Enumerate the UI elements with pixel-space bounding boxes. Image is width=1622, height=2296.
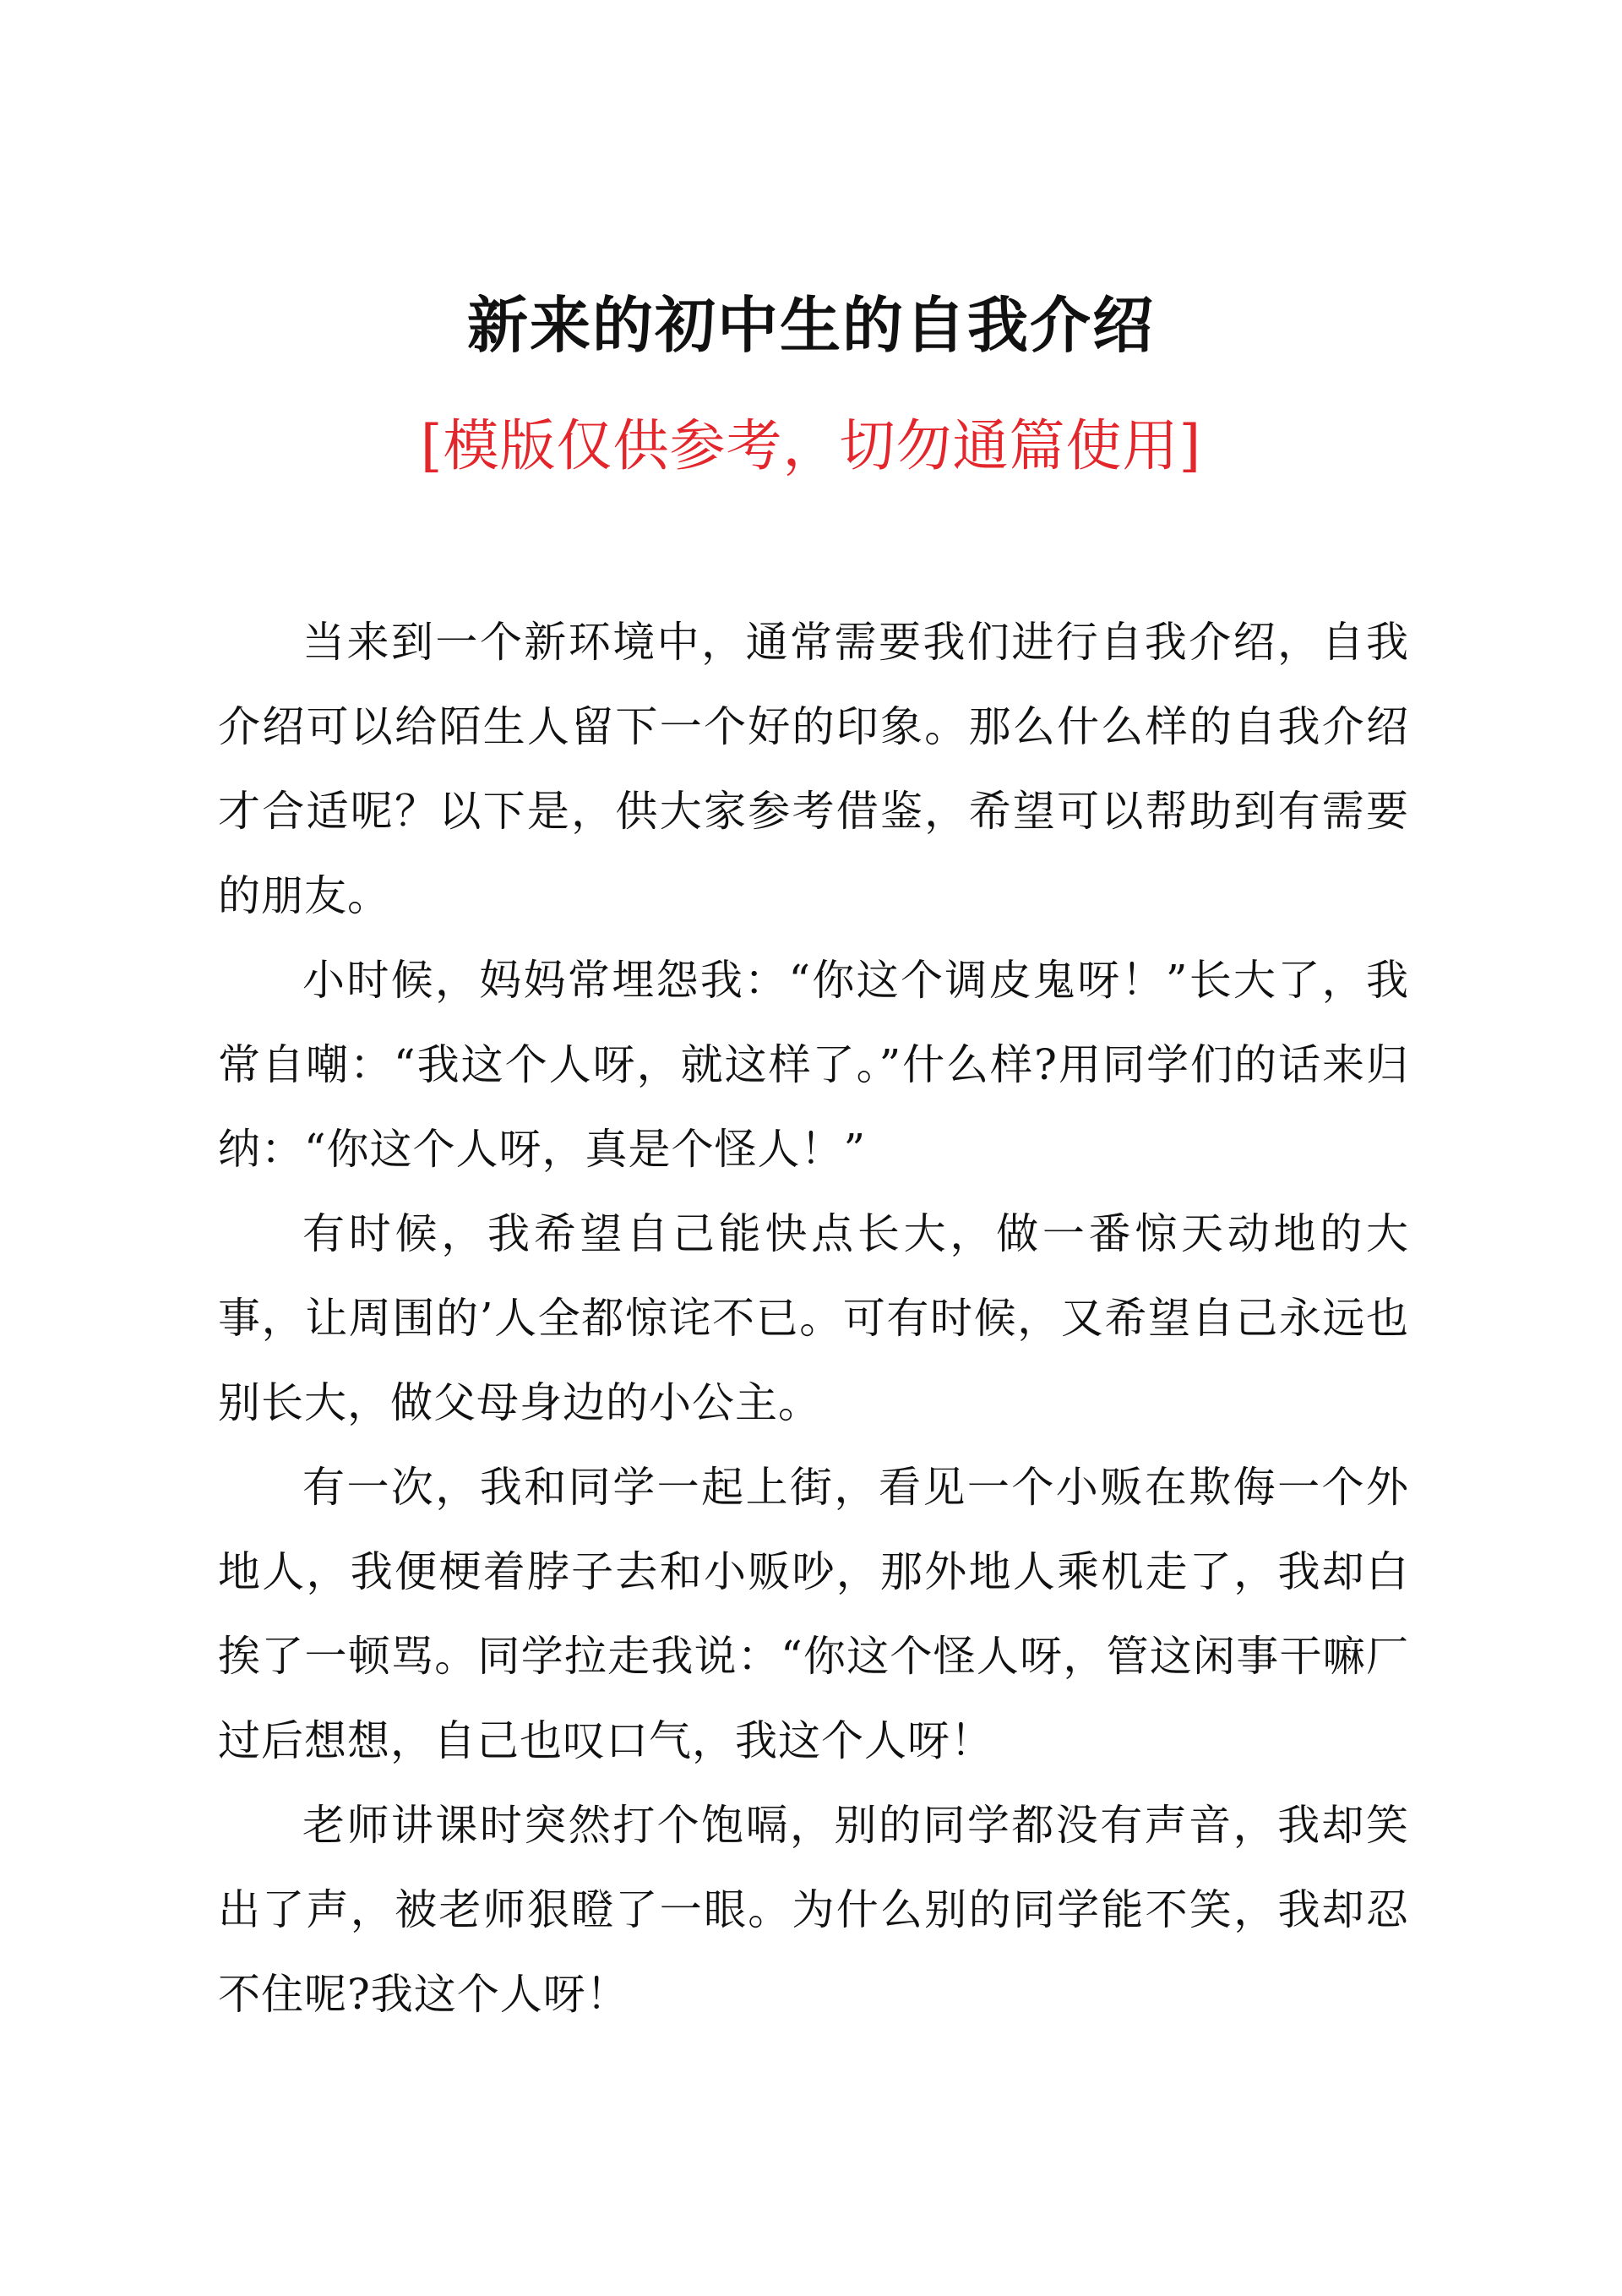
paragraph-intro: 当来到一个新环境中，通常需要我们进行自我介绍，自我介绍可以给陌生人留下一个好的印象。那么什么样的自我介绍才合适呢？以下是，供大家参考借鉴，希望可以帮助到有需要的朋友。 — [218, 618, 1409, 920]
paragraph-classroom-story: 老师讲课时突然打个饱嗝，别的同学都没有声音，我却笑出了声，被老师狠瞪了一眼。为什么别的同学能不笑，我却忍不住呢?我这个人呀！ — [218, 1801, 1409, 2019]
paragraph-childhood: 小时候，妈妈常埋怨我：“你这个调皮鬼呀！”长大了，我常自嘲：“我这个人呀，就这样了。”什么样?用同学们的话来归纳：“你这个人呀，真是个怪人！” — [218, 956, 1409, 1174]
document-title: 新来的初中生的自我介绍 — [466, 289, 1155, 361]
document-body — [218, 600, 1409, 2037]
paragraph-wishes: 有时候，我希望自己能快点长大，做一番惊天动地的大事，让周围的’人全都惊诧不已。可有时候，又希望自己永远也别长大，做父母身边的小公主。 — [218, 1209, 1409, 1427]
template-notice: [模版仅供参考，切勿通篇使用] — [420, 413, 1202, 478]
paragraph-street-story: 有一次，我和同学一起上街，看见一个小贩在欺侮一个外地人，我便梗着脖子去和小贩吵，那外地人乘机走了，我却白挨了一顿骂。同学拉走我说：“你这个怪人呀，管这闲事干嘛厂过后想想，自己也叹口气，我这个人呀！ — [218, 1463, 1409, 1765]
